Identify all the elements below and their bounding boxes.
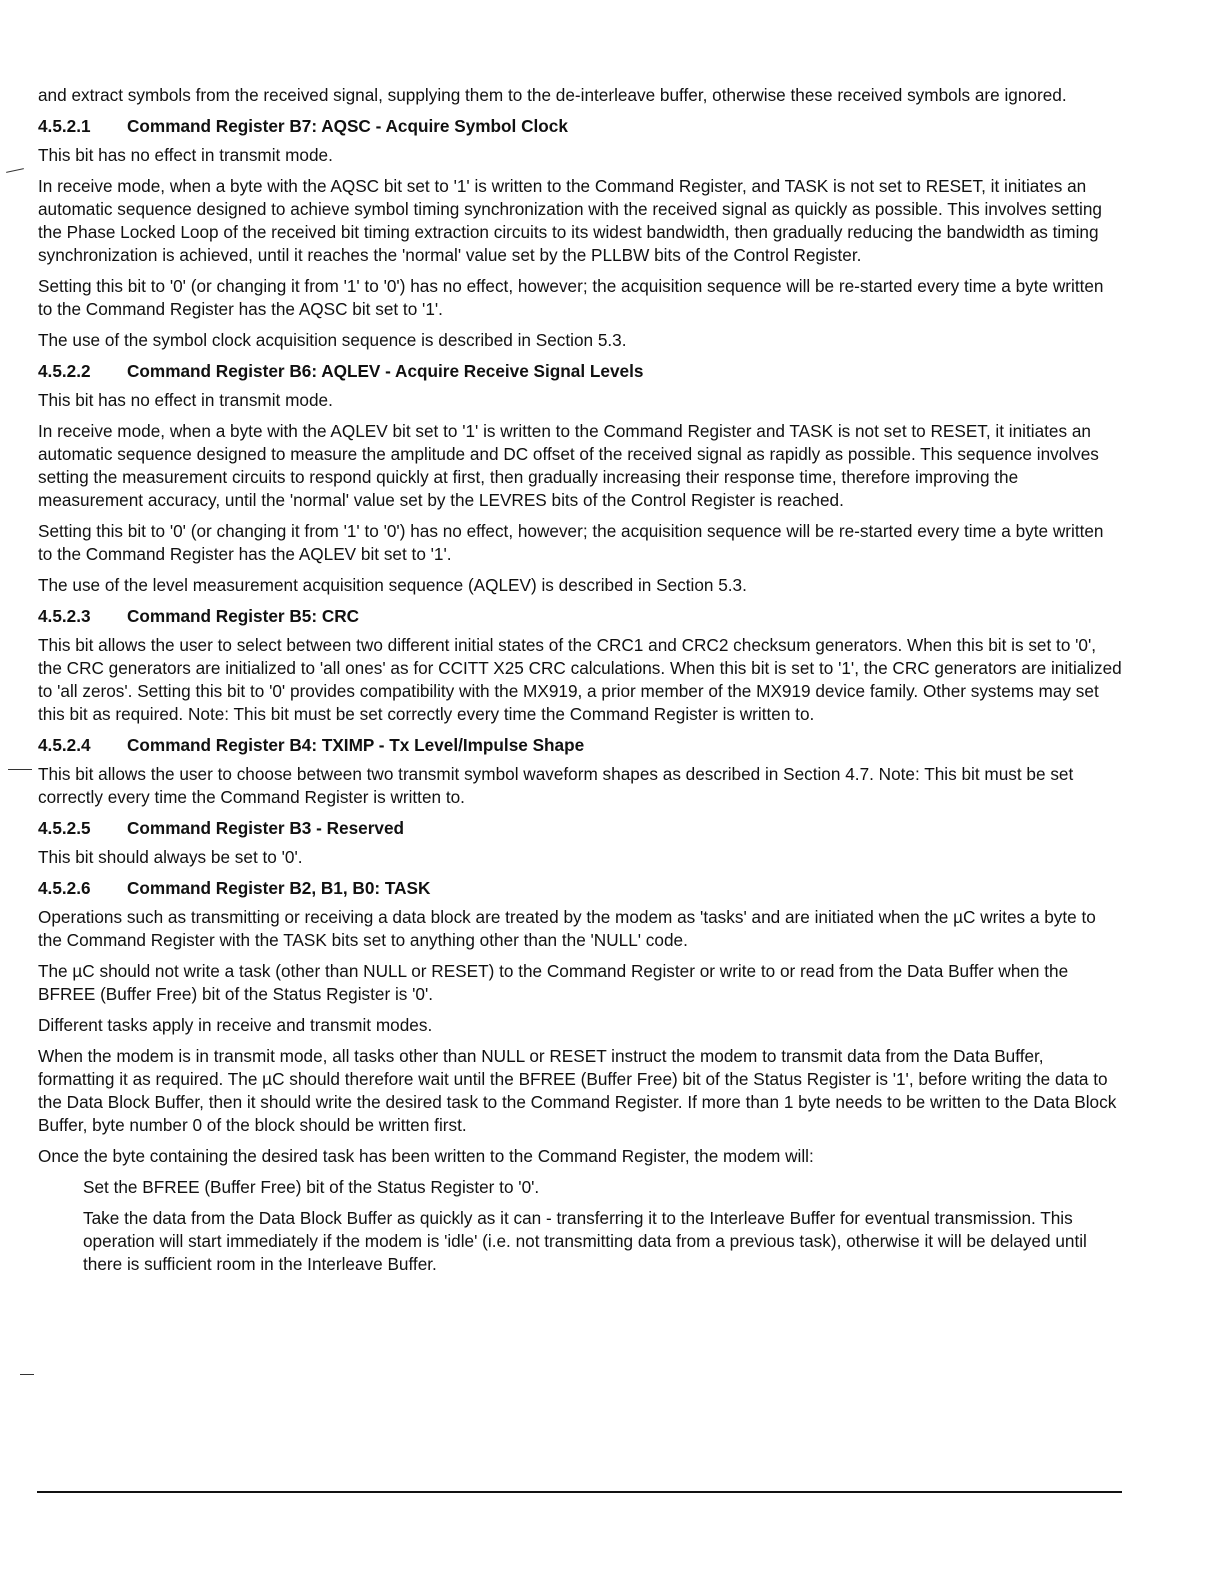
footer-rule	[37, 1491, 1122, 1493]
section-title: Command Register B6: AQLEV - Acquire Receive Signal Levels	[127, 361, 644, 381]
paragraph: Setting this bit to '0' (or changing it from '1' to '0') has no effect, however; the acquisition sequence will be re-started every time a byte written to the Command Register has the AQLEV bit set to '1'.	[38, 521, 1104, 564]
section-number: 4.5.2.3	[38, 606, 91, 626]
paragraph: This bit allows the user to select between two different initial states of the CRC1 and CRC2 checksum generators. When this bit is set to '0', the CRC generators are initialized to 'all ones' as for CCITT X25 CRC calculations. When this bit is set to '1', the CRC generators are initialized to 'all zeros'. Setting this bit to '0' provides compatibility with the MX919, a prior member of the MX919 device family. Other systems may set this bit as required. Note: This bit must be set correctly every time the Command Register is written to.	[38, 635, 1122, 724]
section-heading-4-5-2-6	[38, 877, 1122, 900]
section-heading-4-5-2-1	[38, 115, 1122, 138]
paragraph: This bit has no effect in transmit mode.	[38, 145, 333, 165]
paragraph: Different tasks apply in receive and transmit modes.	[38, 1015, 433, 1035]
paragraph: When the modem is in transmit mode, all tasks other than NULL or RESET instruct the modem to transmit data from the Data Buffer, formatting it as required. The µC should therefore wait until the BFREE (Buffer Free) bit of the Status Register is '1', before writing the data to the Data Block Buffer, then it should write the desired task to the Command Register. If more than 1 byte needs to be written to the Data Block Buffer, byte number 0 of the block should be written first.	[38, 1046, 1117, 1135]
section-title: Command Register B7: AQSC - Acquire Symbol Clock	[127, 116, 568, 136]
section-heading-4-5-2-4	[38, 734, 1122, 757]
section-title: Command Register B3 - Reserved	[127, 818, 404, 838]
intro-paragraph: and extract symbols from the received signal, supplying them to the de-interleave buffer, otherwise these received symbols are ignored.	[38, 85, 1067, 105]
section-heading-4-5-2-5	[38, 817, 1122, 840]
paragraph: This bit allows the user to choose between two transmit symbol waveform shapes as described in Section 4.7. Note: This bit must be set correctly every time the Command Register is written to.	[38, 764, 1074, 807]
paragraph: The µC should not write a task (other than NULL or RESET) to the Command Register or write to or read from the Data Buffer when the BFREE (Buffer Free) bit of the Status Register is '0'.	[38, 961, 1069, 1004]
paragraph: In receive mode, when a byte with the AQLEV bit set to '1' is written to the Command Register and TASK is not set to RESET, it initiates an automatic sequence designed to measure the amplitude and DC offset of the received signal as rapidly as possible. This sequence involves setting the measurement circuits to respond quickly at first, then gradually increasing their response time, therefore improving the measurement accuracy, until the 'normal' value set by the LEVRES bits of the Control Register is reached.	[38, 421, 1099, 510]
section-number: 4.5.2.5	[38, 818, 91, 838]
section-number: 4.5.2.6	[38, 878, 91, 898]
paragraph: In receive mode, when a byte with the AQSC bit set to '1' is written to the Command Register, and TASK is not set to RESET, it initiates an automatic sequence designed to achieve symbol timing synchronization with the received signal as quickly as possible. This involves setting the Phase Locked Loop of the received bit timing extraction circuits to its widest bandwidth, then gradually reducing the bandwidth as timing synchronization is achieved, until it reaches the 'normal' value set by the PLLBW bits of the Control Register.	[38, 176, 1102, 265]
margin-mark	[8, 769, 32, 770]
indented-paragraph: Take the data from the Data Block Buffer as quickly as it can - transferring it to the Interleave Buffer for eventual transmission. This operation will start immediately if the modem is 'idle' (i.e. not transmitting data from a previous task), otherwise it will be delayed until there is sufficient room in the Interleave Buffer.	[83, 1208, 1087, 1274]
section-number: 4.5.2.1	[38, 116, 91, 136]
paragraph: This bit has no effect in transmit mode.	[38, 390, 333, 410]
section-heading-4-5-2-2	[38, 360, 1122, 383]
section-heading-4-5-2-3	[38, 605, 1122, 628]
section-title: Command Register B2, B1, B0: TASK	[127, 878, 431, 898]
section-title: Command Register B5: CRC	[127, 606, 360, 626]
paragraph: Operations such as transmitting or receiving a data block are treated by the modem as 'tasks' and are initiated when the µC writes a byte to the Command Register with the TASK bits set to anything other than the 'NULL' code.	[38, 907, 1096, 950]
section-number: 4.5.2.2	[38, 361, 91, 381]
indented-paragraph: Set the BFREE (Buffer Free) bit of the Status Register to '0'.	[83, 1177, 540, 1197]
margin-mark	[6, 168, 24, 173]
section-number: 4.5.2.4	[38, 735, 91, 755]
paragraph: The use of the level measurement acquisition sequence (AQLEV) is described in Section 5.3.	[38, 575, 747, 595]
section-title: Command Register B4: TXIMP - Tx Level/Impulse Shape	[127, 735, 585, 755]
paragraph: The use of the symbol clock acquisition sequence is described in Section 5.3.	[38, 330, 627, 350]
paragraph: Setting this bit to '0' (or changing it from '1' to '0') has no effect, however; the acquisition sequence will be re-started every time a byte written to the Command Register has the AQSC bit set to '1'.	[38, 276, 1104, 319]
margin-mark	[20, 1374, 34, 1375]
paragraph: Once the byte containing the desired task has been written to the Command Register, the modem will:	[38, 1146, 814, 1166]
document-page	[38, 84, 1122, 1284]
paragraph: This bit should always be set to '0'.	[38, 847, 303, 867]
